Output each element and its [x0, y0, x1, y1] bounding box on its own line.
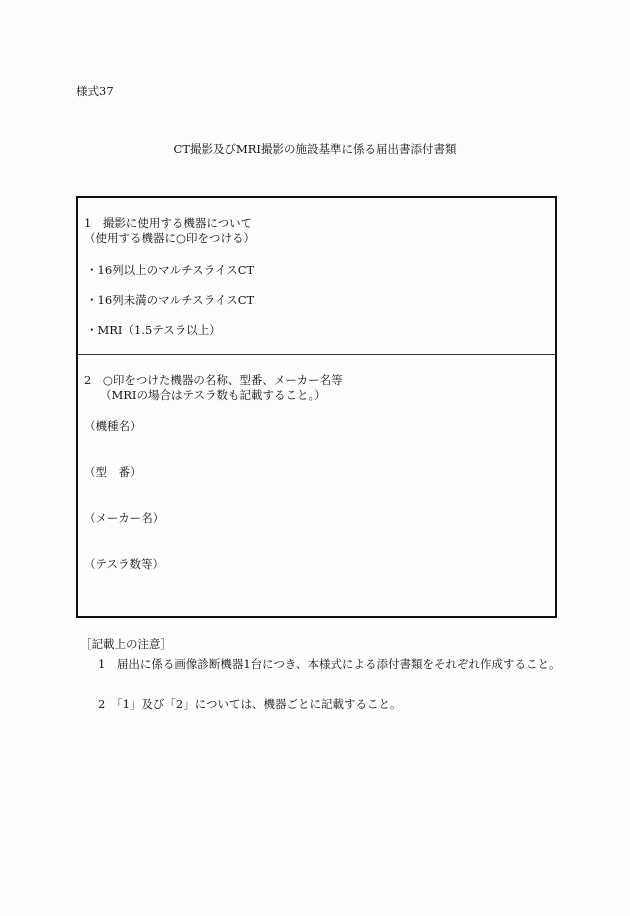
form-box [76, 196, 557, 618]
option-mri: ・MRI（1.5テスラ以上） [86, 323, 221, 337]
field-manufacturer: （メーカー名） [84, 511, 165, 525]
section1-heading: 1 撮影に使用する機器について [84, 216, 253, 230]
form-number: 様式37 [76, 84, 114, 98]
notes-heading: ［記載上の注意］ [80, 637, 172, 651]
section2-subheading: （MRIの場合はテスラ数も記載すること。） [100, 388, 326, 402]
field-tesla: （テスラ数等） [84, 557, 165, 571]
field-model-number: （型 番） [84, 465, 142, 479]
section2-heading: 2 ○印をつけた機器の名称、型番、メーカー名等 [84, 373, 343, 387]
note-item-1: 1 届出に係る画像診断機器1台につき、本様式による添付書類をそれぞれ作成すること。 [98, 657, 561, 671]
section-divider [78, 354, 555, 355]
section1-subheading: （使用する機器に○印をつける） [84, 231, 256, 245]
option-ct-16-or-more: ・16列以上のマルチスライスCT [86, 263, 255, 277]
note-item-2: 2 「1」及び「2」については、機器ごとに記載すること。 [98, 697, 402, 711]
document-title: CT撮影及びMRI撮影の施設基準に係る届出書添付書類 [173, 142, 457, 156]
option-ct-under-16: ・16列未満のマルチスライスCT [86, 293, 255, 307]
field-model-name: （機種名） [84, 419, 142, 433]
